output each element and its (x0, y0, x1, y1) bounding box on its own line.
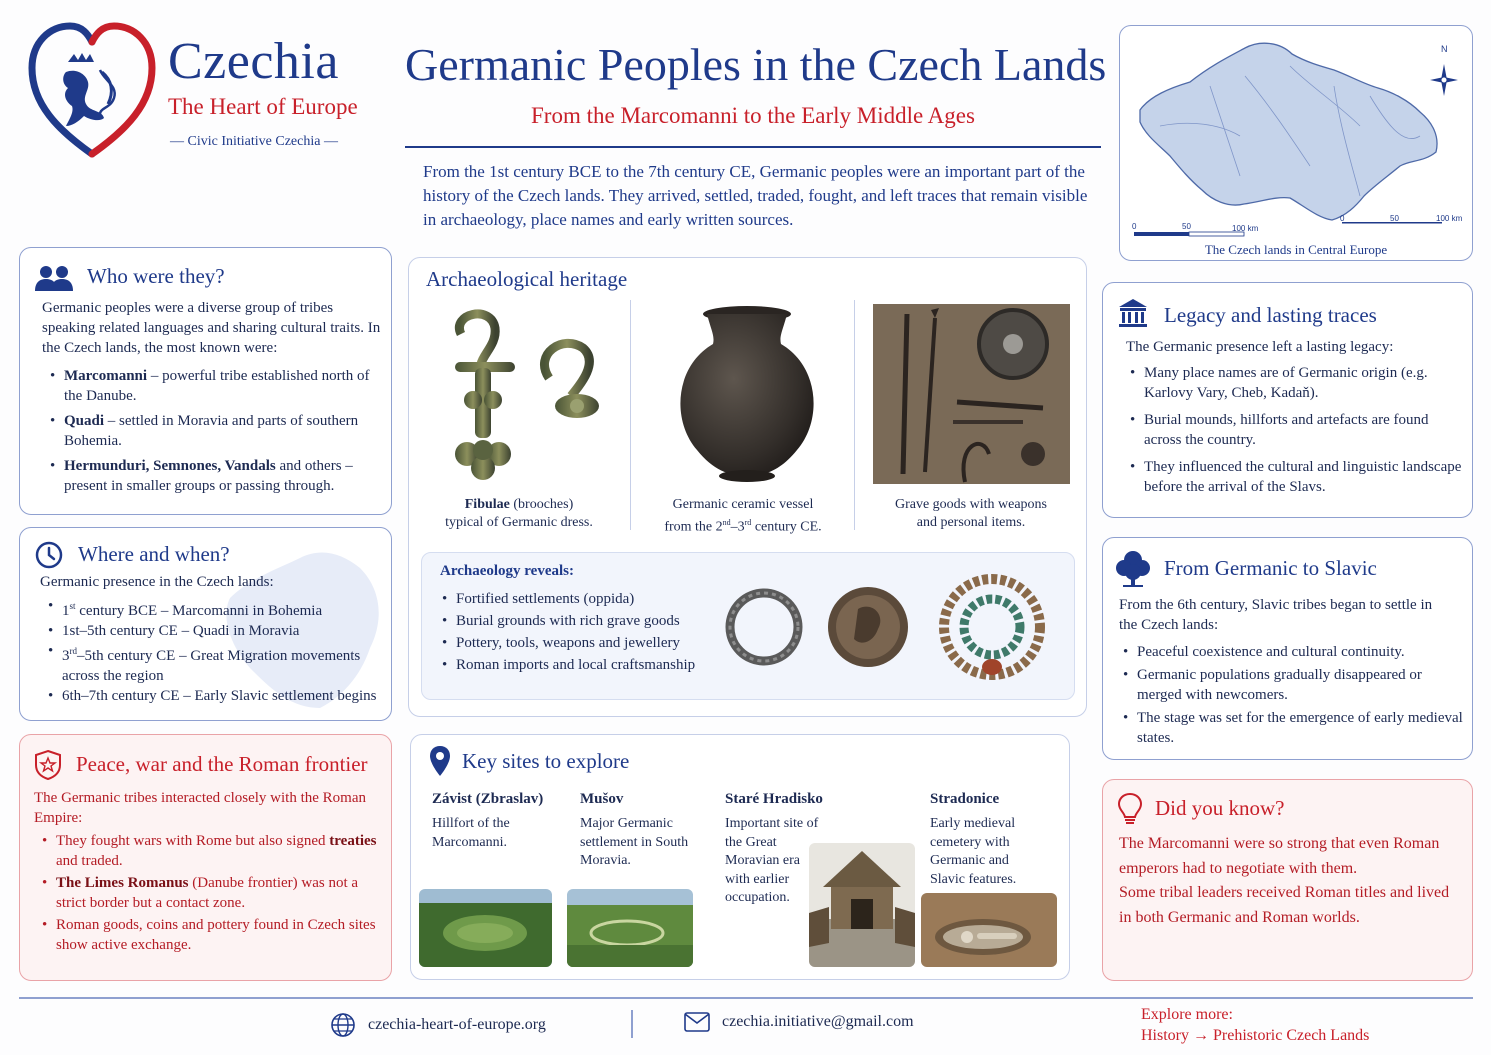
where-title: Where and when? (78, 542, 230, 566)
artefacts-image (722, 571, 1062, 685)
slavic-title: From Germanic to Slavic (1164, 556, 1377, 580)
website-text[interactable]: czechia-heart-of-europe.org (368, 1016, 546, 1033)
ceramic-vessel-image (657, 300, 837, 490)
map-card (1119, 25, 1473, 261)
site-description: Major Germanic settlement in South Moravia. (580, 816, 689, 868)
list-item: • The stage was set for the emergence of early medieval states. (1115, 708, 1465, 748)
peace-card (19, 734, 392, 981)
north-label: N (1441, 44, 1448, 54)
divider (854, 300, 855, 530)
site-name: Stradonice (930, 791, 1000, 807)
map-pin-icon (429, 745, 451, 777)
heart-lion-logo-icon (28, 22, 156, 160)
archaeology-reveals (421, 552, 1075, 700)
did-you-know-title: Did you know? (1155, 796, 1285, 820)
people-icon (34, 264, 74, 292)
compass-rose-icon (1430, 64, 1458, 96)
legacy-title: Legacy and lasting traces (1164, 303, 1377, 327)
site-name: Mušov (580, 791, 624, 807)
legacy-card (1102, 282, 1473, 518)
explore-link[interactable]: History → Prehistoric Czech Lands (1141, 1027, 1370, 1044)
footer-divider (19, 997, 1473, 999)
scale-label: 0 (1132, 222, 1137, 231)
clock-icon (34, 540, 64, 570)
slavic-list (1115, 642, 1465, 751)
list-item: • Many place names are of Germanic origin (e.g. Karlovy Vary, Cheb, Kadaň). (1122, 363, 1462, 403)
peace-intro: The Germanic tribes interacted closely with the Roman Empire: (34, 790, 366, 826)
footer-separator (631, 1010, 633, 1038)
divider (630, 300, 631, 530)
list-item: • Marcomanni – powerful tribe established north of the Danube. (42, 366, 387, 406)
brand-tagline: The Heart of Europe (168, 94, 358, 119)
slavic-card (1102, 537, 1473, 760)
legacy-list (1122, 363, 1462, 504)
list-item: • Quadi – settled in Moravia and parts of southern Bohemia. (42, 411, 387, 451)
brand-name: Czechia (168, 33, 339, 90)
site-description: Hillfort of the Marcomanni. (432, 816, 510, 850)
tree-icon (1115, 548, 1151, 588)
did-you-know-card (1102, 779, 1473, 981)
who-list (42, 366, 387, 501)
site-name: Staré Hradisko (725, 791, 823, 807)
fibulae-caption: Fibulae (brooches) typical of Germanic dress. (445, 497, 593, 530)
list-item: • 1st–5th century CE – Quadi in Moravia (40, 621, 380, 641)
scale-label: 100 km (1436, 214, 1463, 223)
explore-more[interactable] (1141, 1004, 1369, 1046)
explore-label: Explore more: (1141, 1006, 1233, 1023)
where-card (19, 527, 392, 721)
czech-territory (1140, 43, 1437, 220)
page-subtitle: From the Marcomanni to the Early Middle Ages (531, 103, 975, 128)
site-description: Early medieval cemetery with Germanic and Slavic features. (930, 816, 1017, 887)
lightbulb-icon (1117, 792, 1143, 826)
peace-list (34, 831, 384, 957)
list-item: • 6th–7th century CE – Early Slavic settlement begins (40, 686, 380, 706)
key-sites-card (410, 734, 1070, 980)
brand-logo (28, 22, 368, 162)
title-divider (405, 146, 1101, 148)
shield-star-icon (34, 749, 62, 781)
did-you-know-text: The Marcomanni were so strong that even Roman emperors had to negotiate with them. Some tribal leaders received Roman titles and lived in both Germanic and Roman worlds. (1119, 835, 1450, 926)
list-item: • Pottery, tools, weapons and jewellery (434, 633, 734, 653)
globe-icon (330, 1012, 356, 1038)
list-item: • The Limes Romanus (Danube frontier) was not a strict border but a contact zone. (34, 873, 384, 913)
scale-label: 100 km (1232, 224, 1259, 233)
list-item: • 1st century BCE – Marcomanni in Bohemia (40, 596, 380, 621)
legacy-intro: The Germanic presence left a lasting legacy: (1126, 339, 1394, 355)
site-description: Important site of the Great Moravian era with earlier occupation. (725, 816, 819, 905)
site-name: Závist (Zbraslav) (432, 791, 544, 807)
scale-label: 50 (1390, 214, 1399, 223)
list-item: • Roman goods, coins and pottery found in Czech sites show active exchange. (34, 915, 384, 955)
list-item: • Peaceful coexistence and cultural continuity. (1115, 642, 1465, 662)
slavic-intro: From the 6th century, Slavic tribes began to settle in the Czech lands: (1119, 597, 1433, 633)
page-title: Germanic Peoples in the Czech Lands (405, 39, 1107, 90)
czech-map (1120, 26, 1474, 262)
brand-initiative: — Civic Initiative Czechia — (170, 134, 338, 149)
grave-goods-caption: Grave goods with weapons and personal items. (894, 497, 1048, 530)
list-item: • They fought wars with Rome but also signed treaties and traded. (34, 831, 384, 871)
grave-goods-image (873, 304, 1070, 484)
where-list (40, 596, 380, 706)
reveals-list (434, 589, 734, 677)
list-item: • 3rd–5th century CE – Great Migration movements across the region (40, 641, 380, 686)
reveals-title: Archaeology reveals: (440, 563, 574, 579)
who-intro: Germanic peoples were a diverse group of tribes speaking related languages and sharing cultural traits. In the Czech lands, the most known were: (42, 300, 381, 356)
musov-photo (567, 889, 693, 967)
zavist-photo (419, 889, 552, 967)
email-link[interactable] (684, 1012, 914, 1032)
who-card (19, 247, 392, 515)
fibulae-image (431, 304, 611, 484)
envelope-icon (684, 1012, 710, 1032)
list-item: • Fortified settlements (oppida) (434, 589, 734, 609)
vessel-caption: Germanic ceramic vessel from the 2nd–3rd century CE. (664, 497, 822, 535)
email-text[interactable]: czechia.initiative@gmail.com (722, 1013, 914, 1030)
archaeology-title: Archaeological heritage (426, 267, 628, 291)
map-caption: The Czech lands in Central Europe (1204, 242, 1388, 257)
stare-hradisko-photo (809, 843, 915, 967)
list-item: • Burial mounds, hillforts and artefacts are found across the country. (1122, 410, 1462, 450)
intro-text: From the 1st century BCE to the 7th century CE, Germanic peoples were an important part of the history of the Czech lands. They arrived, settled, traded, fought, and left traces that remain visible in archaeology, place names and early written sources. (423, 162, 1088, 229)
key-sites-title: Key sites to explore (462, 749, 630, 773)
who-title: Who were they? (87, 264, 225, 288)
list-item: • They influenced the cultural and linguistic landscape before the arrival of the Slavs. (1122, 457, 1462, 497)
archaeology-card (408, 257, 1087, 717)
website-link[interactable] (330, 1012, 546, 1038)
temple-icon (1117, 297, 1149, 329)
scale-label: 0 (1340, 214, 1345, 223)
stradonice-photo (921, 893, 1057, 967)
scale-label: 50 (1182, 222, 1191, 231)
list-item: • Germanic populations gradually disappeared or merged with newcomers. (1115, 665, 1465, 705)
list-item: • Roman imports and local craftsmanship (434, 655, 734, 675)
list-item: • Hermunduri, Semnones, Vandals and others – present in smaller groups or passing through. (42, 456, 387, 496)
peace-title: Peace, war and the Roman frontier (76, 752, 368, 776)
where-intro: Germanic presence in the Czech lands: (40, 574, 274, 590)
list-item: • Burial grounds with rich grave goods (434, 611, 734, 631)
